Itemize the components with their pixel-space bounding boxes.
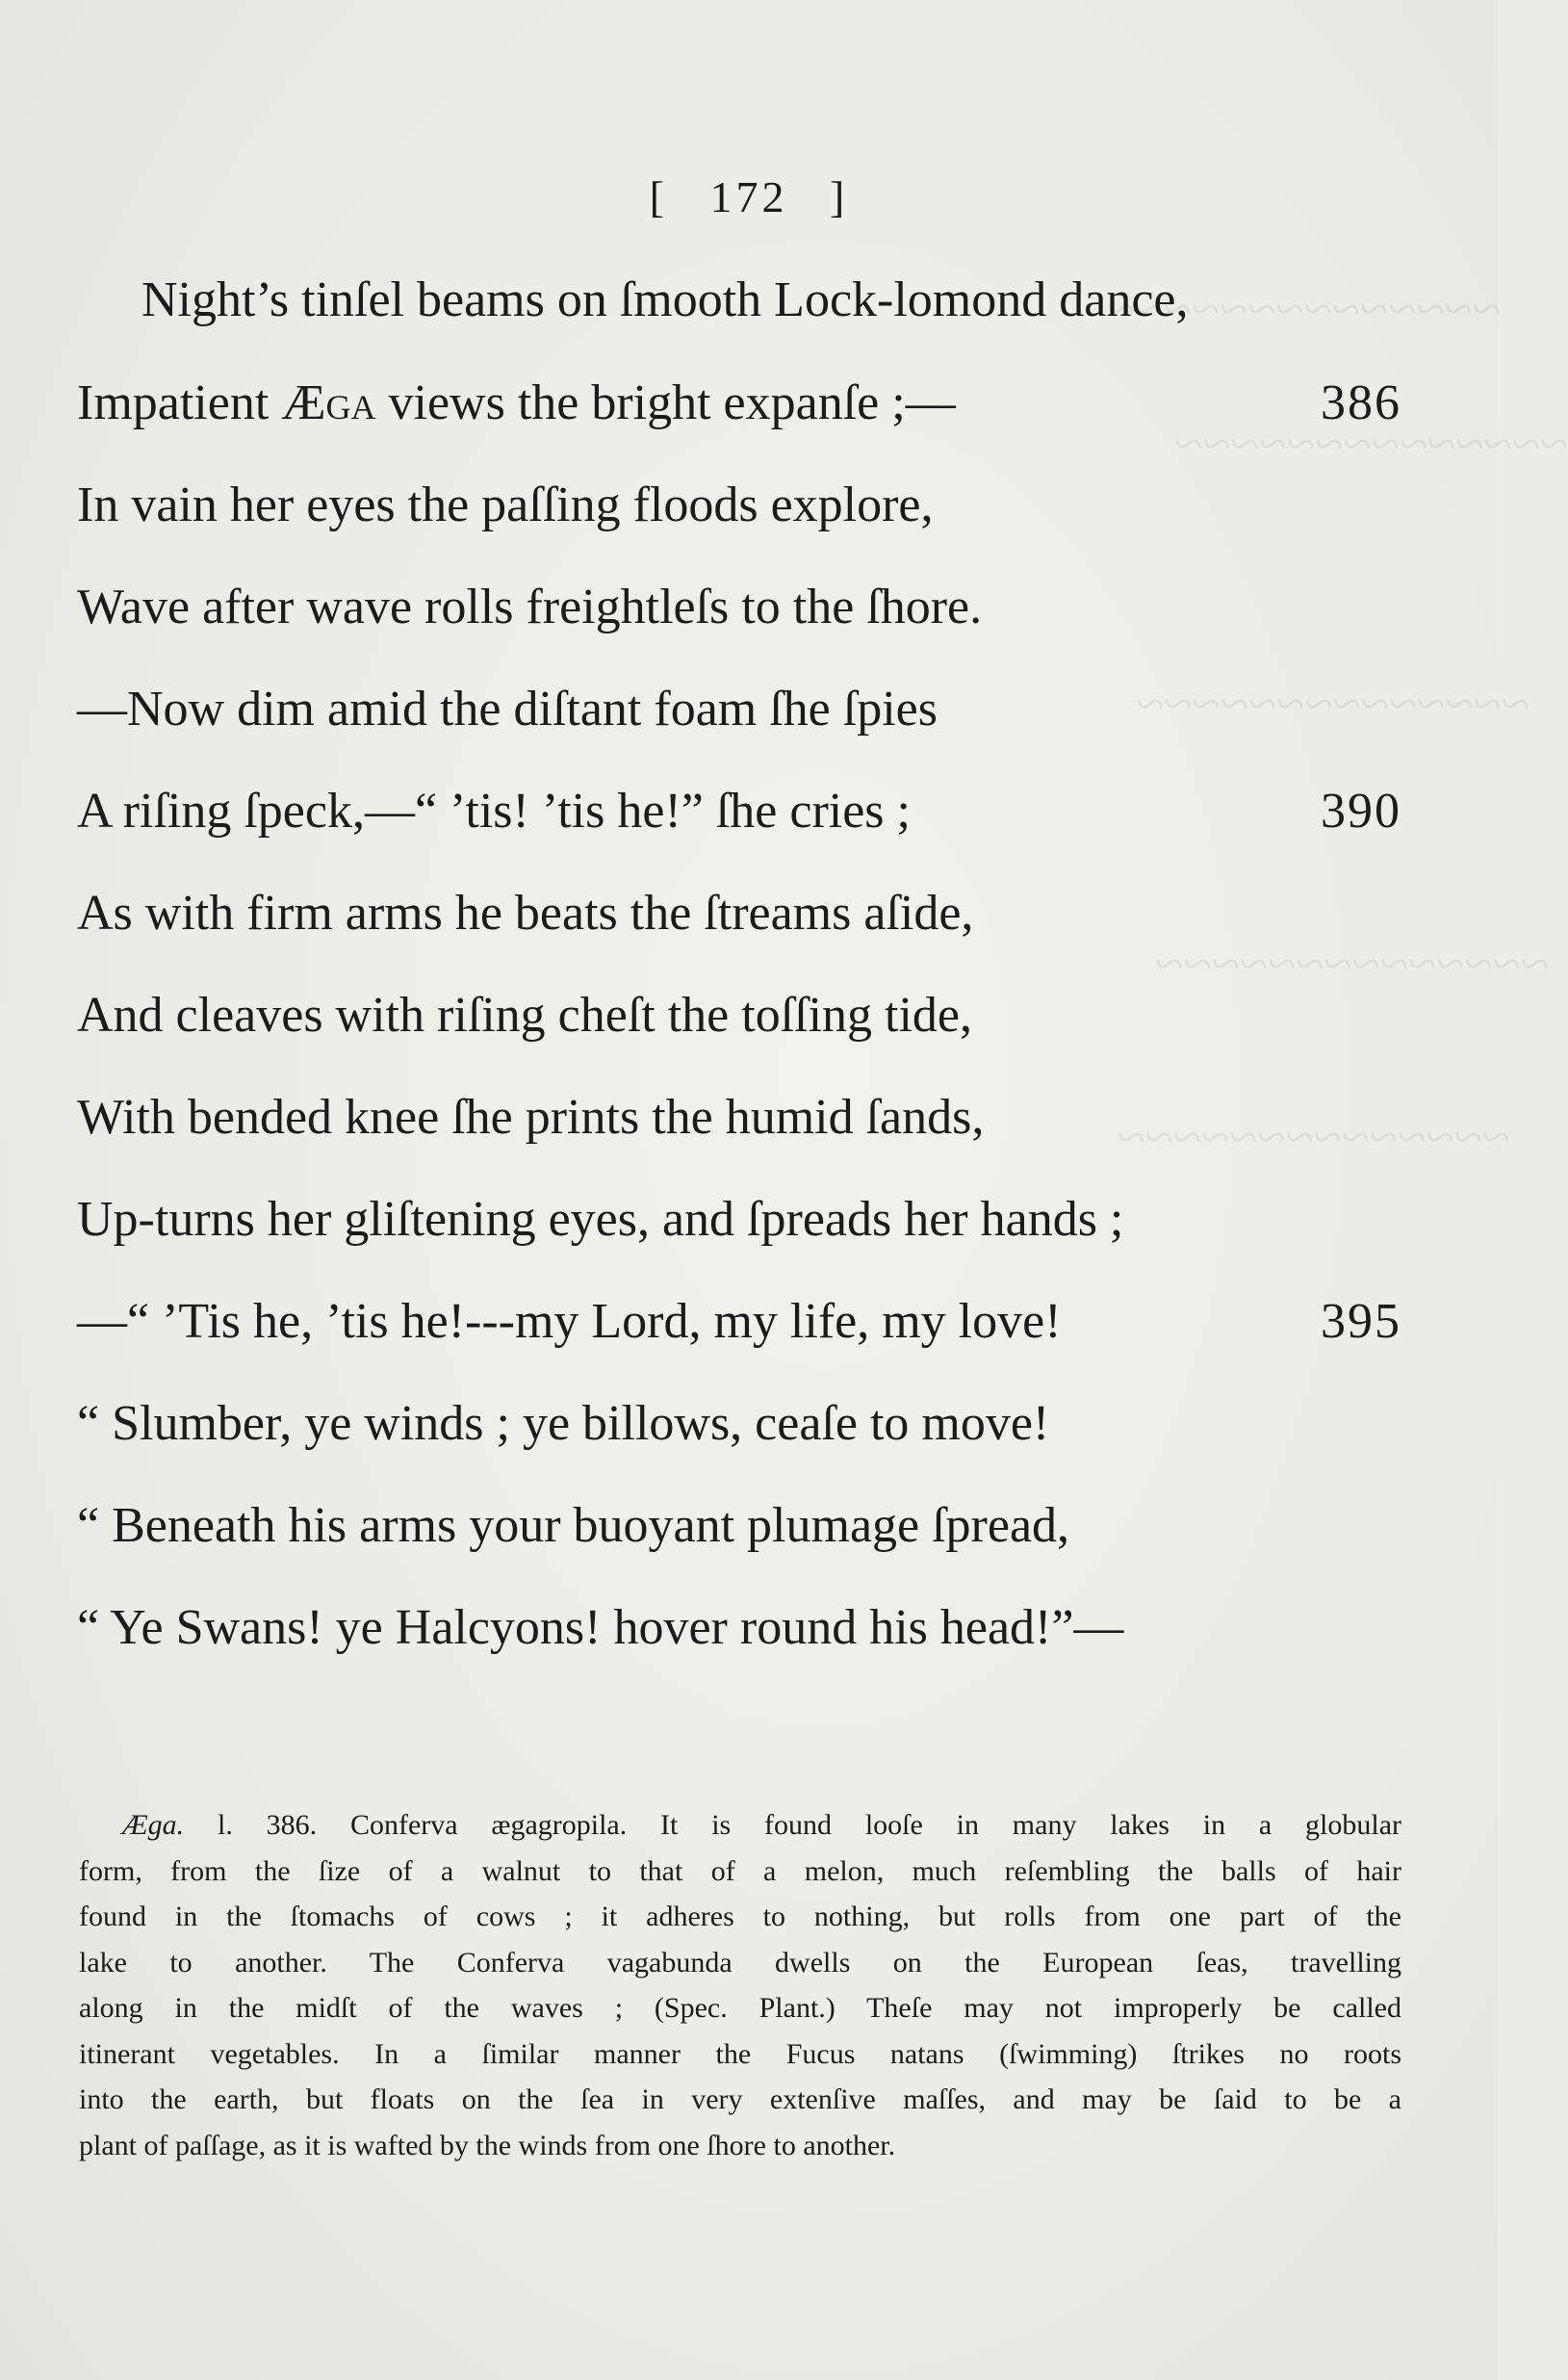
footnote-line: lake to another. The Conferva vagabunda dwells on the European ſeas, travelling bbox=[79, 1946, 1401, 1979]
bleed-through-ornament: ~~~~~~~~~~~~~~ bbox=[1155, 935, 1550, 993]
verse-text: Up-turns her gliſtening eyes, and ſpreads her hands ; bbox=[77, 1192, 1124, 1247]
verse-text: Impatient Æga views the bright expanſe ;— bbox=[77, 375, 956, 430]
verse-line bbox=[77, 1191, 1401, 1249]
footnote-line: form, from the ſize of a walnut to that of a melon, much reſembling the balls of hair bbox=[79, 1854, 1401, 1887]
verse-line bbox=[77, 885, 1401, 943]
verse-text: And cleaves with riſing cheſt the toſſing tide, bbox=[77, 988, 973, 1043]
verse-text: As with firm arms he beats the ſtreams aſide, bbox=[77, 886, 974, 941]
verse-line bbox=[77, 1497, 1401, 1555]
footnote-line: found in the ſtomachs of cows ; it adheres to nothing, but rolls from one part of the bbox=[79, 1901, 1401, 1932]
page-number-bracket-close: ] bbox=[830, 172, 849, 221]
verse-text: With bended knee ſhe prints the humid ſands, bbox=[77, 1090, 985, 1145]
bleed-through-ornament: ~~~~~~~~~~~~~~ bbox=[1136, 675, 1530, 733]
line-number: 386 bbox=[1321, 375, 1401, 430]
verse-text: In vain her eyes the paſſing floods explore, bbox=[77, 478, 934, 532]
verse-line bbox=[77, 783, 1401, 841]
verse-line bbox=[77, 477, 1401, 534]
verse-line bbox=[77, 272, 1401, 329]
verse-text: Wave after wave rolls freightleſs to the ſhore. bbox=[77, 580, 983, 634]
verse-line bbox=[77, 1599, 1401, 1657]
verse-text: —Now dim amid the diſtant foam ſhe ſpies bbox=[77, 682, 938, 737]
verse-text: “ Ye Swans! ye Halcyons! hover round his head!”— bbox=[77, 1600, 1124, 1655]
verse-text: —“ ’Tis he, ’tis he!---my Lord, my life, my love! bbox=[77, 1294, 1062, 1349]
verse-name-smallcaps: Æga bbox=[281, 375, 376, 430]
page-number-bracket-open: [ bbox=[649, 172, 668, 221]
bleed-through-ornament: ~~~~~~~~~~~~~~ bbox=[1174, 415, 1568, 473]
verse-text: Night’s tinſel beams on ſmooth Lock-lomond dance, bbox=[141, 272, 1189, 327]
verse-text: “ Beneath his arms your buoyant plumage ſpread, bbox=[77, 1498, 1070, 1553]
line-number: 395 bbox=[1321, 1294, 1401, 1349]
footnote-line: along in the midſt of the waves ; (Spec. Plant.) Theſe may not improperly be called bbox=[79, 1992, 1401, 2024]
bleed-through-ornament: ~~~~~~~~~~~~~~ bbox=[1107, 280, 1502, 338]
verse-line bbox=[77, 987, 1401, 1045]
footnote-line: itinerant vegetables. In a ſimilar manner the Fucus natans (ſwimming) ſtrikes no roots bbox=[79, 2037, 1401, 2070]
footnote-label: Æga. bbox=[122, 1809, 185, 1841]
verse-text: “ Slumber, ye winds ; ye billows, ceaſe to move! bbox=[77, 1396, 1050, 1451]
footnote-line: Æga. l. 386. Conferva ægagropila. It is found looſe in many lakes in a globular bbox=[122, 1809, 1401, 1841]
verse-line bbox=[77, 1293, 1401, 1351]
verse-line bbox=[77, 579, 1401, 636]
line-number: 390 bbox=[1321, 784, 1401, 839]
verse-line bbox=[77, 681, 1401, 738]
page-number-header bbox=[0, 171, 1498, 222]
footnote-line: plant of paſſage, as it is wafted by the winds from one ſhore to another. bbox=[79, 2129, 896, 2161]
verse-line bbox=[77, 1089, 1401, 1147]
verse-line bbox=[77, 375, 1401, 432]
page-number: 172 bbox=[709, 172, 788, 221]
footnote bbox=[79, 1802, 1401, 2168]
footnote-line: into the earth, but floats on the ſea in very extenſive maſſes, and may be ſaid to be a bbox=[79, 2083, 1401, 2115]
bleed-through-ornament: ~~~~~~~~~~~~~~ bbox=[1117, 1108, 1511, 1166]
verse-line bbox=[77, 1395, 1401, 1453]
verse-text: A riſing ſpeck,—“ ’tis! ’tis he!” ſhe cries ; bbox=[77, 784, 911, 839]
